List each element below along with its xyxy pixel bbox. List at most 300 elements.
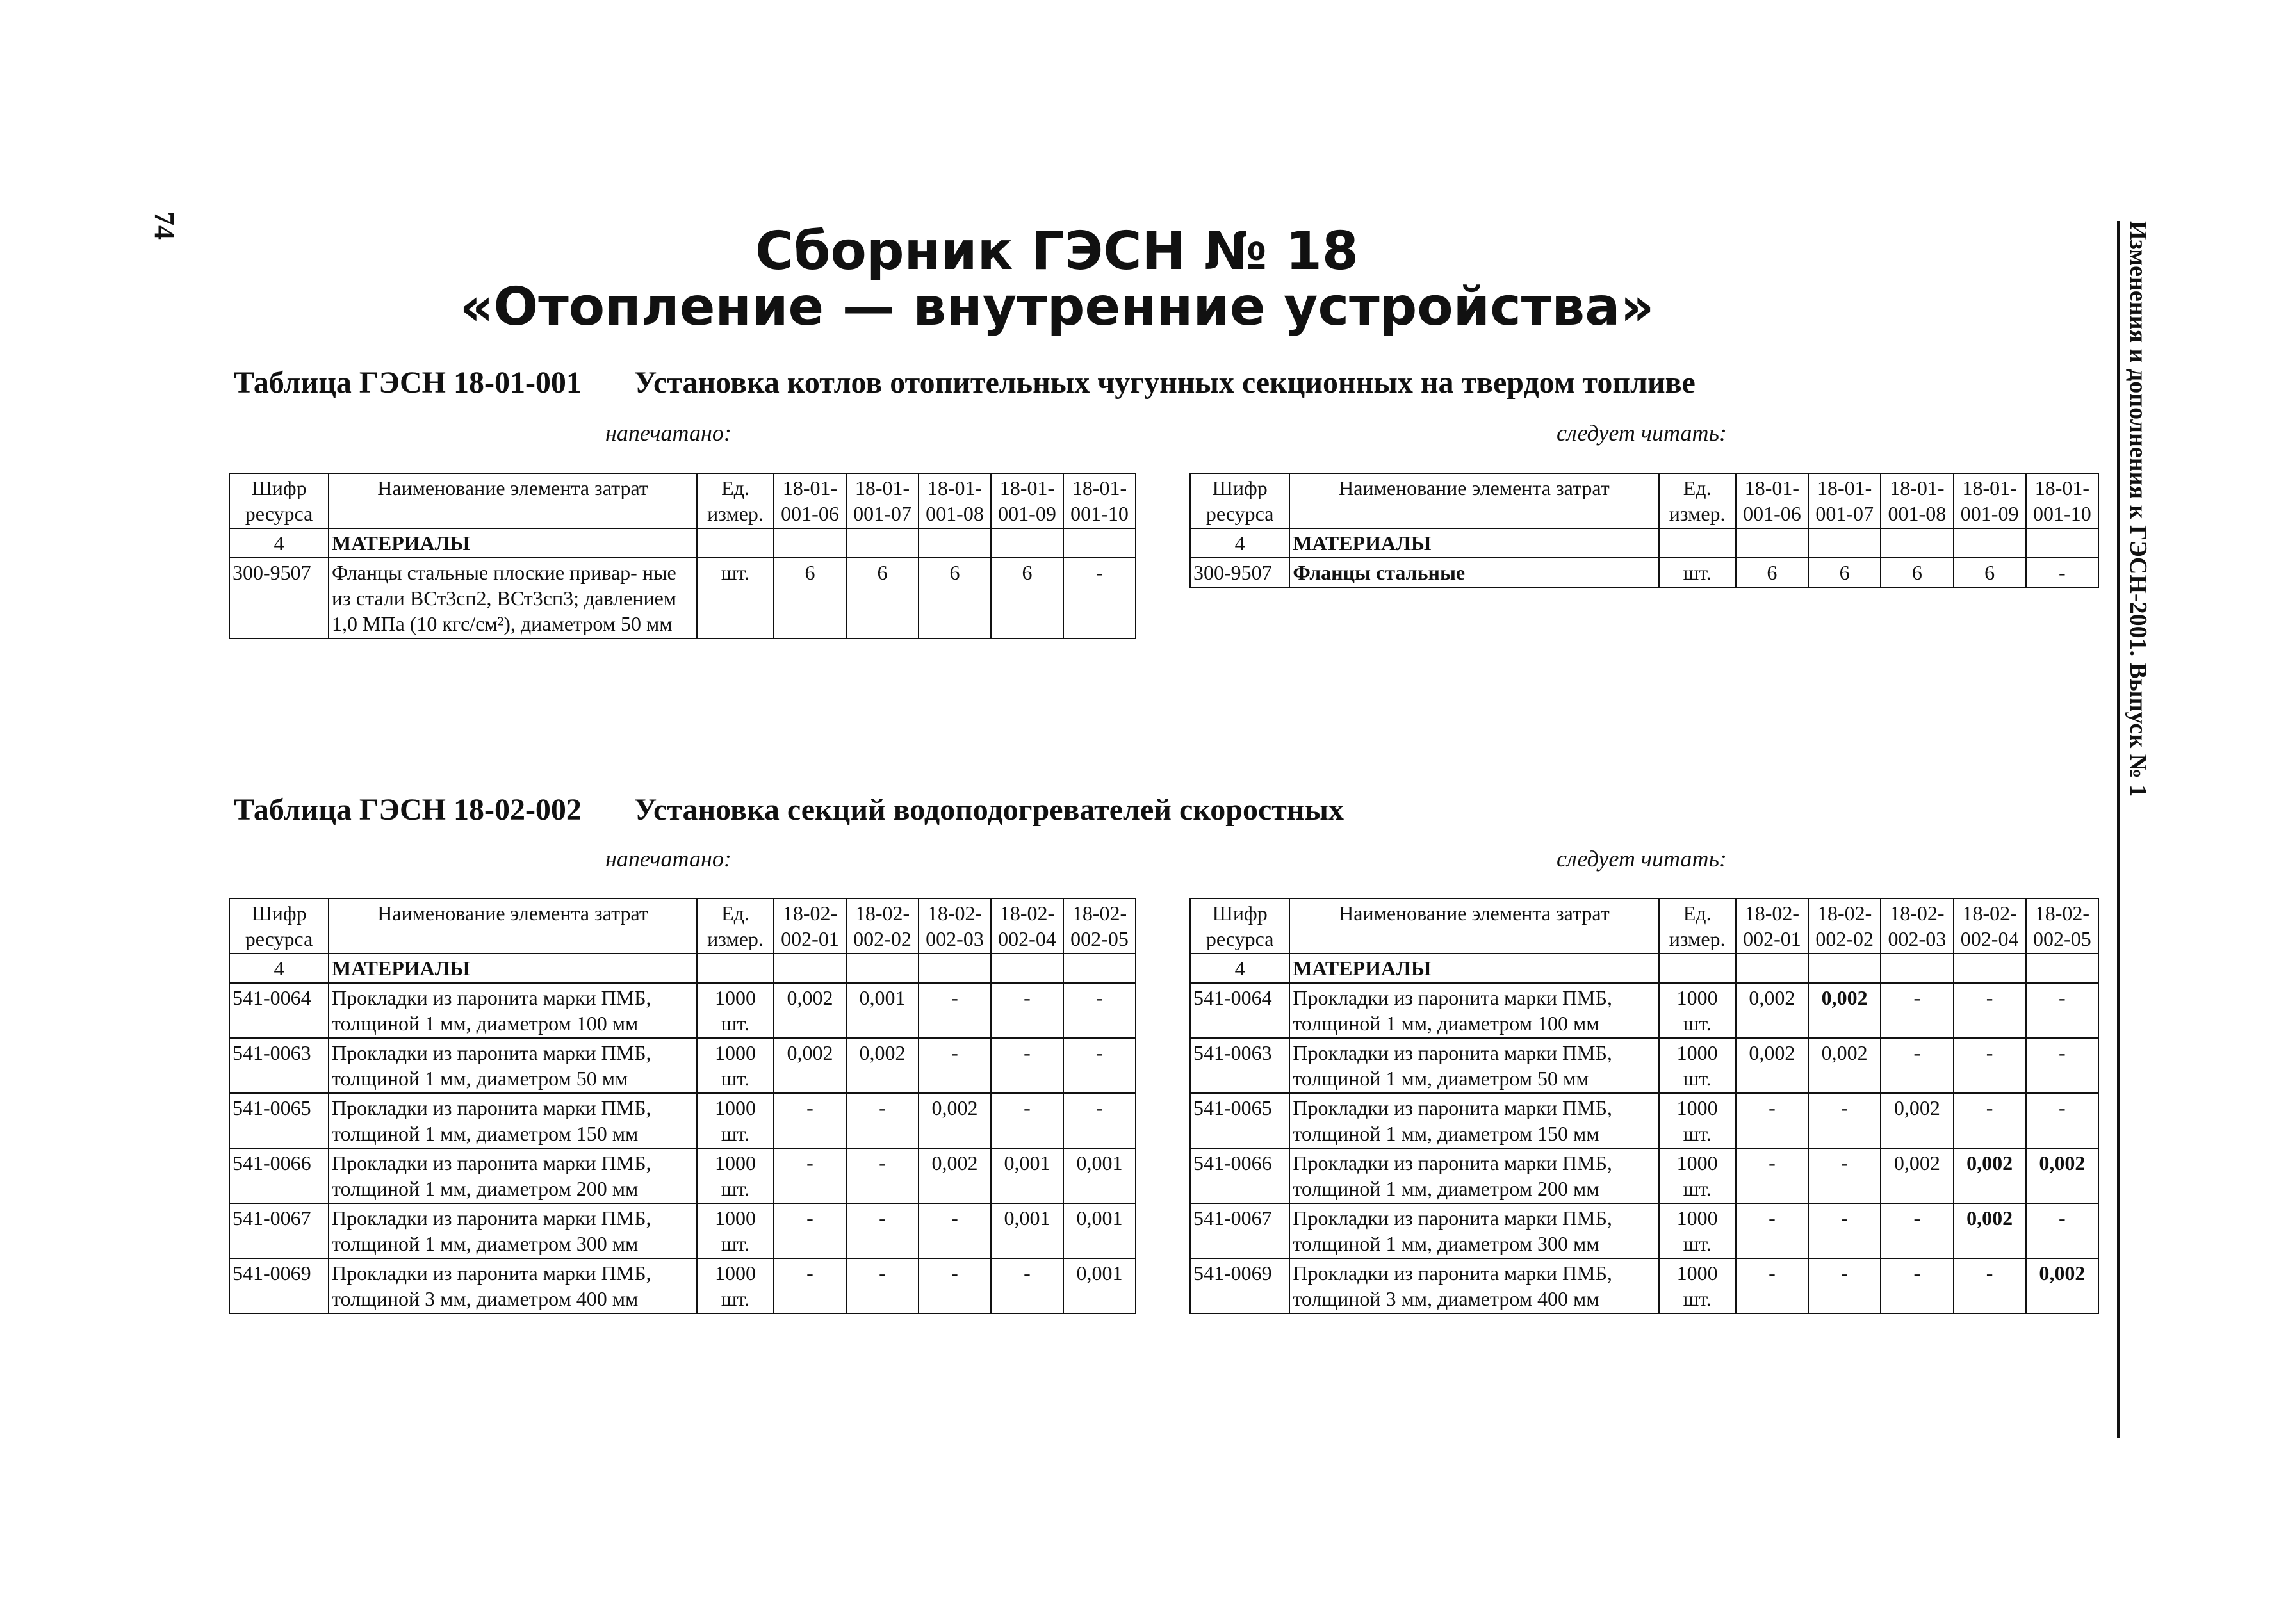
element-name	[1289, 983, 1658, 1038]
header-norm-line: 18-01-	[1962, 476, 2017, 499]
unit-cell-line: 1000	[1676, 1262, 1718, 1285]
header-norm-line: 18-01-	[1744, 476, 1800, 499]
header-code	[1190, 898, 1289, 954]
header-norm-line: 002-01	[1743, 927, 1801, 950]
header-unit-line: Ед.	[1683, 902, 1712, 925]
header-unit-line: Ед.	[721, 902, 749, 925]
header-norm-line: 001-09	[1960, 502, 2019, 525]
header-norm	[1063, 473, 1136, 528]
norm-value: -	[919, 1203, 991, 1258]
norm-value: -	[1881, 1258, 1953, 1313]
header-norm-line: 18-02-	[1962, 902, 2017, 925]
header-name: Наименование элемента затрат	[1289, 898, 1658, 954]
header-norm	[774, 473, 846, 528]
header-norm-line: 002-05	[1070, 927, 1129, 950]
table-18-01-001-corrected	[1189, 473, 2099, 588]
empty-cell	[1808, 528, 1881, 558]
norm-value: -	[1954, 1038, 2026, 1093]
header-row	[229, 898, 1136, 954]
header-code	[229, 898, 329, 954]
header-norm	[774, 898, 846, 954]
header-unit-line: Ед.	[721, 476, 749, 499]
element-name-line: толщиной 1 мм, диаметром 200 мм	[332, 1177, 639, 1200]
header-norm-line: 18-01-	[2034, 476, 2090, 499]
header-code-line: Шифр	[251, 902, 307, 925]
unit-cell-line: 1000	[1676, 986, 1718, 1009]
norm-value: -	[1954, 983, 2026, 1038]
header-norm-line: 001-06	[781, 502, 839, 525]
unit-cell	[1659, 1038, 1736, 1093]
element-name	[1289, 1258, 1658, 1313]
collection-title: Сборник ГЭСН № 18	[755, 221, 1359, 282]
norm-value: 0,002	[1736, 983, 1808, 1038]
unit-cell-line: шт.	[721, 1177, 750, 1200]
header-norm-line: 002-04	[1960, 927, 2019, 950]
element-name	[329, 1038, 697, 1093]
element-name-line: толщиной 3 мм, диаметром 400 мм	[1293, 1287, 1599, 1310]
unit-cell-line: 1000	[715, 1096, 756, 1119]
unit-cell	[1659, 1258, 1736, 1313]
header-norm	[1881, 898, 1953, 954]
element-name	[1289, 1148, 1658, 1203]
table-row	[1190, 1203, 2098, 1258]
header-row	[1190, 898, 2098, 954]
unit-cell	[697, 1038, 774, 1093]
unit-cell	[1659, 1093, 1736, 1148]
section2-read-label: следует читать:	[1557, 846, 1727, 872]
resource-code: 541-0067	[229, 1203, 329, 1258]
header-norm	[991, 473, 1063, 528]
header-code-line: ресурса	[1205, 502, 1274, 525]
header-norm-line: 18-02-	[1744, 902, 1800, 925]
norm-value: -	[1063, 1038, 1136, 1093]
norm-value: -	[774, 1093, 846, 1148]
header-norm-line: 002-02	[853, 927, 911, 950]
header-norm	[1808, 898, 1881, 954]
norm-value: -	[1736, 1203, 1808, 1258]
element-name-line: Прокладки из паронита марки ПМБ,	[1293, 1262, 1612, 1285]
element-name-line: Прокладки из паронита марки ПМБ,	[1293, 1151, 1612, 1174]
table-row	[229, 1258, 1136, 1313]
element-name-line: Прокладки из паронита марки ПМБ,	[332, 1151, 651, 1174]
group-name: МАТЕРИАЛЫ	[329, 528, 697, 558]
header-unit	[1659, 898, 1736, 954]
header-unit	[697, 898, 774, 954]
resource-code: 541-0069	[229, 1258, 329, 1313]
norm-value: -	[919, 1038, 991, 1093]
norm-value: -	[2026, 558, 2098, 587]
norm-value: -	[991, 1038, 1063, 1093]
header-unit-line: измер.	[1669, 502, 1726, 525]
section1-read-label: следует читать:	[1557, 420, 1727, 446]
group-code: 4	[229, 528, 329, 558]
empty-cell	[991, 528, 1063, 558]
empty-cell	[774, 528, 846, 558]
empty-cell	[846, 528, 919, 558]
header-norm	[919, 473, 991, 528]
norm-value: 0,001	[991, 1203, 1063, 1258]
element-name-line: толщиной 1 мм, диаметром 50 мм	[332, 1067, 628, 1090]
table-18-02-002-corrected	[1189, 898, 2099, 1314]
element-name	[329, 1203, 697, 1258]
table-row	[1190, 558, 2098, 587]
norm-value: -	[991, 983, 1063, 1038]
unit-cell-line: 1000	[715, 986, 756, 1009]
empty-cell	[1659, 954, 1736, 983]
unit-cell: шт.	[1659, 558, 1736, 587]
norm-value: -	[1736, 1093, 1808, 1148]
table-row	[229, 1093, 1136, 1148]
header-norm	[1736, 898, 1808, 954]
header-norm-line: 18-01-	[999, 476, 1055, 499]
norm-value: 6	[1736, 558, 1808, 587]
group-row	[229, 528, 1136, 558]
header-norm	[2026, 473, 2098, 528]
norm-value: -	[991, 1258, 1063, 1313]
unit-cell-line: шт.	[1683, 1067, 1712, 1090]
unit-cell-line: 1000	[1676, 1206, 1718, 1230]
norm-value: 0,002	[2026, 1148, 2098, 1203]
norm-value: 0,002	[1954, 1148, 2026, 1203]
norm-value: -	[1063, 558, 1136, 638]
norm-value: 0,002	[919, 1148, 991, 1203]
norm-value: -	[2026, 1093, 2098, 1148]
header-norm-line: 18-01-	[782, 476, 838, 499]
group-name: МАТЕРИАЛЫ	[1289, 528, 1658, 558]
table-row	[229, 1203, 1136, 1258]
header-norm-line: 001-10	[1070, 502, 1129, 525]
norm-value: 6	[1954, 558, 2026, 587]
norm-value: -	[774, 1203, 846, 1258]
unit-cell-line: 1000	[715, 1206, 756, 1230]
header-unit-line: измер.	[707, 927, 764, 950]
norm-value: 0,002	[774, 1038, 846, 1093]
header-norm	[2026, 898, 2098, 954]
element-name-line: Прокладки из паронита марки ПМБ,	[1293, 1096, 1612, 1119]
element-name-line: толщиной 1 мм, диаметром 150 мм	[1293, 1122, 1599, 1145]
element-name	[329, 983, 697, 1038]
empty-cell	[1954, 528, 2026, 558]
header-norm-line: 18-02-	[999, 902, 1055, 925]
page-number: 74	[149, 211, 180, 240]
header-norm	[1954, 473, 2026, 528]
resource-code: 541-0064	[1190, 983, 1289, 1038]
element-name	[329, 1093, 697, 1148]
unit-cell	[697, 983, 774, 1038]
unit-cell	[697, 1258, 774, 1313]
unit-cell	[1659, 1203, 1736, 1258]
norm-value: 0,002	[1881, 1148, 1953, 1203]
header-unit-line: измер.	[707, 502, 764, 525]
header-norm-line: 18-02-	[854, 902, 910, 925]
header-norm-line: 002-02	[1815, 927, 1874, 950]
header-code-line: Шифр	[1212, 476, 1268, 499]
unit-cell	[697, 1148, 774, 1203]
unit-cell-line: 1000	[1676, 1041, 1718, 1064]
norm-value: -	[774, 1148, 846, 1203]
empty-cell	[1808, 954, 1881, 983]
resource-code: 541-0065	[229, 1093, 329, 1148]
norm-value: -	[1063, 1093, 1136, 1148]
table-row	[229, 1038, 1136, 1093]
empty-cell	[846, 954, 919, 983]
element-name-line: Прокладки из паронита марки ПМБ,	[332, 1096, 651, 1119]
empty-cell	[1659, 528, 1736, 558]
unit-cell-line: 1000	[715, 1151, 756, 1174]
header-norm-line: 18-02-	[1072, 902, 1127, 925]
header-norm-line: 18-02-	[927, 902, 983, 925]
header-unit	[697, 473, 774, 528]
norm-value: 0,001	[1063, 1258, 1136, 1313]
empty-cell	[697, 954, 774, 983]
group-row	[1190, 954, 2098, 983]
header-norm	[1063, 898, 1136, 954]
resource-code: 541-0066	[229, 1148, 329, 1203]
empty-cell	[2026, 528, 2098, 558]
header-norm-line: 18-02-	[1890, 902, 1945, 925]
norm-value: -	[1881, 1038, 1953, 1093]
element-name-line: Прокладки из паронита марки ПМБ,	[1293, 986, 1612, 1009]
norm-value: 6	[919, 558, 991, 638]
group-name: МАТЕРИАЛЫ	[1289, 954, 1658, 983]
header-norm-line: 18-02-	[2034, 902, 2090, 925]
header-unit	[1659, 473, 1736, 528]
group-code: 4	[229, 954, 329, 983]
header-norm-line: 18-01-	[1817, 476, 1872, 499]
unit-cell: шт.	[697, 558, 774, 638]
header-norm	[846, 473, 919, 528]
header-norm-line: 002-03	[1888, 927, 1947, 950]
header-norm	[1736, 473, 1808, 528]
header-name: Наименование элемента затрат	[329, 898, 697, 954]
section1-code: Таблица ГЭСН 18-01-001	[234, 366, 582, 400]
header-code	[1190, 473, 1289, 528]
norm-value: 6	[846, 558, 919, 638]
header-norm-line: 002-04	[998, 927, 1056, 950]
norm-value: 0,002	[1881, 1093, 1953, 1148]
header-name: Наименование элемента затрат	[329, 473, 697, 528]
resource-code: 300-9507	[1190, 558, 1289, 587]
header-norm-line: 002-01	[781, 927, 839, 950]
norm-value: -	[1808, 1093, 1881, 1148]
table-18-01-001-printed	[229, 473, 1136, 639]
element-name	[329, 1258, 697, 1313]
norm-value: -	[1808, 1258, 1881, 1313]
header-norm-line: 001-09	[998, 502, 1056, 525]
norm-value: 0,002	[774, 983, 846, 1038]
norm-value: -	[919, 983, 991, 1038]
norm-value: -	[846, 1093, 919, 1148]
header-code-line: ресурса	[245, 927, 313, 950]
norm-value: 0,001	[991, 1148, 1063, 1203]
norm-value: -	[846, 1148, 919, 1203]
norm-value: 0,001	[1063, 1203, 1136, 1258]
header-code	[229, 473, 329, 528]
unit-cell-line: шт.	[1683, 1177, 1712, 1200]
norm-value: -	[1881, 983, 1953, 1038]
norm-value: 0,002	[846, 1038, 919, 1093]
norm-value: 0,002	[1808, 1038, 1881, 1093]
element-name-line: Прокладки из паронита марки ПМБ,	[332, 1041, 651, 1064]
empty-cell	[774, 954, 846, 983]
element-name-line: Прокладки из паронита марки ПМБ,	[1293, 1206, 1612, 1230]
section2-printed-label: напечатано:	[605, 846, 731, 872]
norm-value: -	[919, 1258, 991, 1313]
unit-cell-line: шт.	[721, 1122, 750, 1145]
unit-cell-line: шт.	[1683, 1287, 1712, 1310]
norm-value: -	[1063, 983, 1136, 1038]
header-norm-line: 001-07	[1815, 502, 1874, 525]
norm-value: 6	[1881, 558, 1953, 587]
empty-cell	[919, 954, 991, 983]
resource-code: 541-0064	[229, 983, 329, 1038]
norm-value: -	[1954, 1258, 2026, 1313]
norm-value: 0,002	[1808, 983, 1881, 1038]
element-name-line: толщиной 1 мм, диаметром 150 мм	[332, 1122, 639, 1145]
resource-code: 541-0066	[1190, 1148, 1289, 1203]
empty-cell	[919, 528, 991, 558]
element-name	[1289, 1093, 1658, 1148]
unit-cell-line: шт.	[1683, 1232, 1712, 1255]
norm-value: 6	[774, 558, 846, 638]
table-row	[1190, 1258, 2098, 1313]
element-name-line: толщиной 1 мм, диаметром 50 мм	[1293, 1067, 1589, 1090]
header-norm-line: 18-01-	[1890, 476, 1945, 499]
resource-code: 541-0069	[1190, 1258, 1289, 1313]
unit-cell-line: 1000	[715, 1041, 756, 1064]
table-row	[229, 983, 1136, 1038]
norm-value: -	[1808, 1203, 1881, 1258]
header-row	[1190, 473, 2098, 528]
norm-value: 0,001	[1063, 1148, 1136, 1203]
element-name-line: Прокладки из паронита марки ПМБ,	[332, 1262, 651, 1285]
header-code-line: Шифр	[251, 476, 307, 499]
norm-value: -	[846, 1258, 919, 1313]
unit-cell	[697, 1203, 774, 1258]
norm-value: -	[1881, 1203, 1953, 1258]
empty-cell	[697, 528, 774, 558]
element-name	[1289, 1203, 1658, 1258]
table-row	[1190, 1093, 2098, 1148]
element-name-line: толщиной 3 мм, диаметром 400 мм	[332, 1287, 639, 1310]
element-name-line: толщиной 1 мм, диаметром 100 мм	[1293, 1012, 1599, 1035]
resource-code: 541-0065	[1190, 1093, 1289, 1148]
norm-value: -	[2026, 1038, 2098, 1093]
header-norm	[919, 898, 991, 954]
resource-code: 300-9507	[229, 558, 329, 638]
empty-cell	[1881, 528, 1953, 558]
norm-value: -	[1954, 1093, 2026, 1148]
norm-value: -	[1736, 1258, 1808, 1313]
group-name: МАТЕРИАЛЫ	[329, 954, 697, 983]
element-name-line: толщиной 1 мм, диаметром 100 мм	[332, 1012, 639, 1035]
norm-value: -	[774, 1258, 846, 1313]
header-norm-line: 001-08	[1888, 502, 1947, 525]
unit-cell-line: шт.	[721, 1232, 750, 1255]
unit-cell-line: шт.	[721, 1012, 750, 1035]
unit-cell	[697, 1093, 774, 1148]
unit-cell	[1659, 983, 1736, 1038]
empty-cell	[1063, 954, 1136, 983]
table-row	[229, 558, 1136, 638]
norm-value: -	[1808, 1148, 1881, 1203]
norm-value: 0,002	[919, 1093, 991, 1148]
table-row	[1190, 1038, 2098, 1093]
unit-cell-line: 1000	[1676, 1096, 1718, 1119]
norm-value: 0,002	[1736, 1038, 1808, 1093]
header-norm	[1808, 473, 1881, 528]
margin-rule	[2117, 221, 2120, 1438]
unit-cell-line: 1000	[715, 1262, 756, 1285]
header-norm-line: 002-05	[2033, 927, 2091, 950]
norm-value: 6	[1808, 558, 1881, 587]
norm-value: -	[1736, 1148, 1808, 1203]
empty-cell	[1736, 954, 1808, 983]
element-name	[1289, 1038, 1658, 1093]
empty-cell	[2026, 954, 2098, 983]
side-caption: Изменения и дополнения к ГЭСН-2001. Выпуск № 1	[2125, 221, 2152, 797]
norm-value: -	[2026, 983, 2098, 1038]
norm-value: 0,002	[1954, 1203, 2026, 1258]
element-name-line: Прокладки из паронита марки ПМБ,	[332, 1206, 651, 1230]
unit-cell-line: шт.	[721, 1287, 750, 1310]
resource-code: 541-0067	[1190, 1203, 1289, 1258]
empty-cell	[1736, 528, 1808, 558]
header-code-line: ресурса	[245, 502, 313, 525]
empty-cell	[991, 954, 1063, 983]
header-norm-line: 18-02-	[782, 902, 838, 925]
element-name-line: Прокладки из паронита марки ПМБ,	[1293, 1041, 1612, 1064]
table-row	[229, 1148, 1136, 1203]
norm-value: 0,002	[2026, 1258, 2098, 1313]
empty-cell	[1881, 954, 1953, 983]
header-norm-line: 18-01-	[854, 476, 910, 499]
header-row	[229, 473, 1136, 528]
header-norm-line: 001-08	[926, 502, 984, 525]
resource-code: 541-0063	[1190, 1038, 1289, 1093]
section1-title: Установка котлов отопительных чугунных секционных на твердом топливе	[634, 366, 1696, 400]
norm-value: -	[846, 1203, 919, 1258]
section2-code: Таблица ГЭСН 18-02-002	[234, 793, 582, 827]
unit-cell-line: шт.	[721, 1067, 750, 1090]
unit-cell-line: 1000	[1676, 1151, 1718, 1174]
header-unit-line: Ед.	[1683, 476, 1712, 499]
norm-value: 6	[991, 558, 1063, 638]
unit-cell	[1659, 1148, 1736, 1203]
group-code: 4	[1190, 954, 1289, 983]
element-name-line: толщиной 1 мм, диаметром 200 мм	[1293, 1177, 1599, 1200]
header-code-line: ресурса	[1205, 927, 1274, 950]
element-name-line: толщиной 1 мм, диаметром 300 мм	[1293, 1232, 1599, 1255]
element-name-line: толщиной 1 мм, диаметром 300 мм	[332, 1232, 639, 1255]
table-row	[1190, 983, 2098, 1038]
table-row	[1190, 1148, 2098, 1203]
group-row	[1190, 528, 2098, 558]
table-18-02-002-printed	[229, 898, 1136, 1314]
resource-code: 541-0063	[229, 1038, 329, 1093]
norm-value: -	[991, 1093, 1063, 1148]
norm-value: -	[2026, 1203, 2098, 1258]
header-norm-line: 18-01-	[1072, 476, 1127, 499]
header-norm	[1954, 898, 2026, 954]
header-norm-line: 001-07	[853, 502, 911, 525]
element-name: Фланцы стальные плоские привар- ные из стали ВСт3сп2, ВСт3сп3; давлением 1,0 МПа (10 кгс/см²), диаметром 50 мм	[329, 558, 697, 638]
section1-printed-label: напечатано:	[605, 420, 731, 446]
header-code-line: Шифр	[1212, 902, 1268, 925]
header-norm-line: 002-03	[926, 927, 984, 950]
empty-cell	[1954, 954, 2026, 983]
group-row	[229, 954, 1136, 983]
